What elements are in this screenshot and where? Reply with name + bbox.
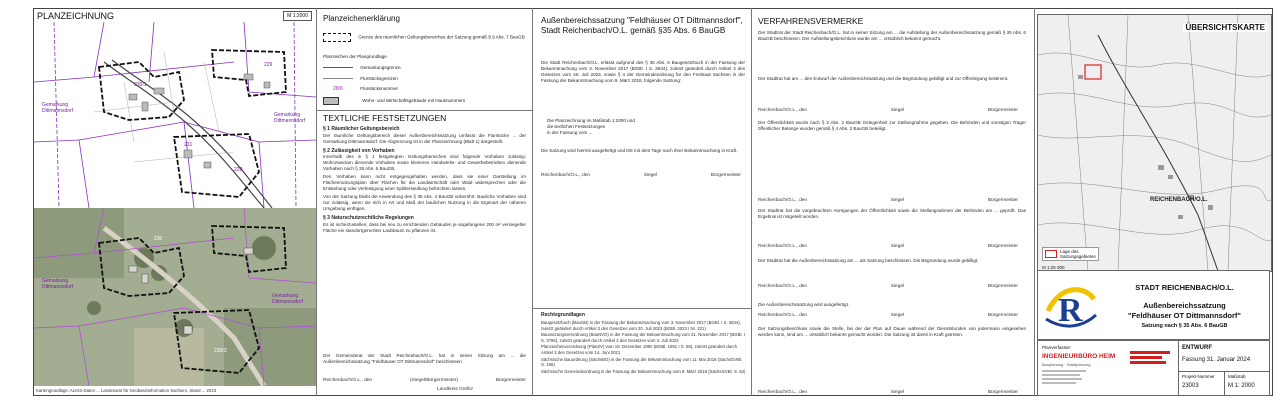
rechtsgrundlage-item: Baugesetzbuch (BauGB) in der Fassung der Bekanntmachung vom 3. November 2017 (BGBl. I S. 3634), zuletzt geändert durch Artikel 3 des Gesetzes vom 20. Juli 2023 (BGBl. 2023 I Nr. 221) xyxy=(541,320,741,331)
section-heading: § 1 Räumlicher Geltungsbereich xyxy=(323,126,400,132)
cell-divider xyxy=(1224,371,1225,395)
planverfasser-label: Planverfasser: xyxy=(1042,345,1072,350)
parcel-label: 235/1 xyxy=(134,82,147,88)
section-text: Es ist sicherzustellen, dass bei neu zu errichtenden Gebäuden je angefangene 200 m² versiegelter Fläche ein standortgerechter Laubbaum zu pflanzen ist. xyxy=(323,221,526,233)
scale-label: Maßstab xyxy=(1228,374,1246,379)
signature-place: Reichenbach/O.L., den xyxy=(758,313,808,318)
scale-value: M 1: 2000 xyxy=(1228,383,1255,389)
signature-role: Bürgermeister xyxy=(987,108,1018,113)
signature-role: Landkreis Görlitz xyxy=(437,387,473,392)
parcel-label: 231 xyxy=(184,142,193,148)
project-label: Projekt-Nummer xyxy=(1182,374,1215,379)
rechtsgrundlage-item: Baunutzungsverordnung (BauNVO) in der Fassung der Bekanntmachung vom 21. November 2017 (BGBl. I S. 3786), zuletzt geändert durch Artikel 2 des Gesetzes vom 3. Juli 2023 xyxy=(541,332,745,343)
signature-place: Reichenbach/O.L., den xyxy=(758,390,808,395)
legend-item-number xyxy=(323,86,398,92)
satzung-column xyxy=(533,8,751,396)
section-text: Den Vorhaben kann nicht entgegengehalten werden, dass sie einer Darstellung im Flächennutzungsplan über Flächen für die Landwirtschaft oder Wald widersprechen oder die Entstehung oder Verfestigung einer Splittersiedlung befürchten lassen. xyxy=(323,174,526,191)
satzung-hinweis: Der Gemeinderat der Stadt Reichenbach/O.L. hat in seiner Sitzung am ... die Außenbereichssatzung "Feldhäuser OT Dittmannsdorf" beschlossen. xyxy=(323,353,526,364)
signature-place: Reichenbach/O.L., den xyxy=(541,173,591,178)
signature-place: Reichenbach/O.L., den xyxy=(323,378,373,383)
verfahren-signature-row xyxy=(758,108,1018,113)
doc-name: "Feldhäuser OT Dittmannsdorf" xyxy=(1128,311,1241,320)
legend-text: Gemarkungsgrenze xyxy=(360,65,401,70)
verfahren-title: VERFAHRENSVERMERKE xyxy=(758,16,864,26)
section-text: Innerhalb des in § 1 festgelegten Geltungsbereiches sind folgende Vorhaben zulässig: Wohnzwecken dienende Vorhaben sowie kleineren Handwerks- und Gewerbebetrieben dienende Vorhaben nach § 35 Abs. 6 BauGB. xyxy=(323,154,526,171)
parcel-label: 239/3 xyxy=(214,348,227,354)
legend-item-flurstueck xyxy=(323,76,398,81)
section-divider xyxy=(533,308,751,309)
title-block xyxy=(1037,270,1270,340)
overview-title: ÜBERSICHTSKARTE xyxy=(1185,23,1265,32)
city-name: STADT REICHENBACH/O.L. xyxy=(1135,283,1234,292)
overview-scale: M 1:25 000 xyxy=(1042,265,1065,270)
legend-text: Flurstücksgrenzen xyxy=(360,76,398,81)
building-swatch xyxy=(323,97,339,105)
overview-legend xyxy=(1042,247,1099,261)
parcel-label: 228 xyxy=(234,167,243,173)
satzung-list xyxy=(547,118,742,136)
verfahren-signature-row xyxy=(758,390,1018,395)
festsetzungen-title: TEXTLICHE FESTSETZUNGEN xyxy=(323,113,447,123)
stage-label: ENTWURF xyxy=(1182,345,1212,351)
section-text: Von der Satzung bleibt die Anwendung des § 35 Abs. 4 BauGB unberührt. Bauliche Vorhaben sind nur zulässig, wenn sie sich in Art und Maß der baulichen Nutzung in die Eigenart der näheren Umgebung einfügen. xyxy=(323,194,526,211)
firm-line xyxy=(1042,374,1080,376)
overview-map xyxy=(1037,14,1272,272)
section-heading: § 2 Zulässigkeit von Vorhaben xyxy=(323,147,395,154)
section-divider xyxy=(317,110,532,111)
cadastral-map xyxy=(34,22,316,208)
number-sample: 28/6 xyxy=(333,86,343,92)
verfahren-column xyxy=(752,8,1034,396)
verfahren-block: Der Satzungsbeschluss sowie die Stelle, bei der der Plan auf Dauer während der Dienststunden von jedermann eingesehen werden kann, sind am ... ortsüblich bekannt gemacht worden. Die Satzung ist damit in Kraft getreten. xyxy=(758,326,1026,337)
overview-map-svg xyxy=(1038,15,1271,271)
satzung-title: Außenbereichssatzung "Feldhäuser OT Dittmannsdorf", Stadt Reichenbach/O.L. gemäß §35 Abs. 6 BauGB xyxy=(541,16,743,35)
planverfasser-block xyxy=(1037,340,1270,396)
gemarkung-label: Gemarkung Dittmannsdorf xyxy=(42,278,74,290)
parcel-label: 229 xyxy=(264,62,273,68)
overview-legend-text: Lage des Satzungsgebietes xyxy=(1060,249,1096,259)
satzung-signature-row xyxy=(541,173,741,178)
verfahren-block: Der Stadtrat hat die Außenbereichssatzung am ... als Satzung beschlossen. Die Begründung wurde gebilligt. xyxy=(758,258,979,263)
firm-badge-icon xyxy=(1130,351,1170,364)
signature-seal: Siegel xyxy=(890,108,905,113)
legend-text: Planzeichen der Plangrundlage xyxy=(323,54,387,59)
firm-details xyxy=(1042,368,1086,390)
badge-bar xyxy=(1130,356,1162,359)
verfahren-signature-row xyxy=(758,284,1018,289)
festsetzung-signature-row xyxy=(323,378,526,383)
verfahren-block: Der Stadtrat hat am ... den Entwurf der Außenbereichssatzung und die Begründung gebilligt und zur Offenlegung bestimmt. xyxy=(758,76,1009,81)
firm-subtitle: Bauplanung · Stadtplanung xyxy=(1042,362,1091,367)
project-value: 23003 xyxy=(1182,383,1199,389)
flurstueck-swatch xyxy=(323,78,353,79)
signature-seal: Siegel xyxy=(890,390,905,395)
stage-value: Fassung 31. Januar 2024 xyxy=(1182,357,1251,363)
city-logo-icon xyxy=(1044,281,1098,333)
section-heading: § 3 Naturschutzrechtliche Regelungen xyxy=(323,215,414,221)
signature-role: Bürgermeister xyxy=(495,378,526,383)
signature-seal: Siegel xyxy=(890,313,905,318)
doc-subtitle: Satzung nach § 35 Abs. 6 BauGB xyxy=(1141,323,1228,329)
signature-seal: Siegel xyxy=(643,173,658,178)
legend-text: Flurstücksnummer xyxy=(360,86,399,92)
signature-place: Reichenbach/O.L., den xyxy=(758,284,808,289)
badge-bar xyxy=(1130,351,1170,354)
signature-role: (Siegel/Bürgermeister) xyxy=(409,378,458,383)
firm-line xyxy=(1042,370,1086,372)
satzung-closing: Die Satzung wird hiermit ausgefertigt und tritt mit dem Tage nach ihrer Bekanntmachung in Kraft. xyxy=(541,148,738,153)
legend-title: Planzeichenerklärung xyxy=(323,14,400,23)
signature-role: Bürgermeister xyxy=(987,198,1018,203)
legend-item-building xyxy=(323,97,465,105)
verfahren-block: Die Außenbereichssatzung wird ausgefertigt. xyxy=(758,302,850,307)
section-text: Der räumliche Geltungsbereich dieser Außenbereichssatzung umfasst die Flurstücke ... der Gemarkung Dittmannsdorf. Die Abgrenzung ist in der Planzeichnung (Blatt 1) dargestellt. xyxy=(323,132,526,144)
rechtsgrundlage-item: Planzeichenverordnung (PlanZV) vom 18. Dezember 1990 (BGBl. 1991 I S. 58), zuletzt geändert durch Artikel 3 des Gesetzes vom 14. Juni 2021 xyxy=(541,344,738,355)
list-item: in der Fassung vom ... xyxy=(547,130,593,135)
gemarkung-label: Gemarkung Dittmannsdorf xyxy=(274,112,306,124)
rechtsgrundlagen-title: Rechtsgrundlagen xyxy=(541,312,585,318)
signature-place: Reichenbach/O.L., den xyxy=(758,198,808,203)
boundary-swatch xyxy=(323,33,351,42)
verfahren-block: Der Stadtrat der Stadt Reichenbach/O.L. hat in seiner Sitzung am ... die Aufstellung der Außenbereichssatzung gemäß § 35 Abs. 6 BauGB beschlossen. Der Aufstellungsbeschluss wurde am ... ortsüblich bekannt gemacht. xyxy=(758,30,1026,41)
verfahren-block: Der Öffentlichkeit wurde nach § 3 Abs. 2 BauGB Gelegenheit zur Stellungnahme gegeben. Die Behörden und sonstigen Träger öffentlicher Belange wurden gemäß § 4 Abs. 2 BauGB beteiligt. xyxy=(758,120,1026,131)
legend-item-gemarkung xyxy=(323,65,401,70)
verfahren-signature-row xyxy=(758,313,1018,318)
list-item: die textlichen Festsetzungen xyxy=(547,124,606,129)
badge-bar xyxy=(1130,361,1166,364)
location-swatch xyxy=(1045,250,1057,258)
gemarkung-label: Gemarkung Dittmannsdorf xyxy=(42,102,74,114)
parcel-label: 230 xyxy=(154,236,163,242)
gemarkung-swatch xyxy=(323,67,353,68)
rechtsgrundlage-item: Sächsische Gemeindeordnung in der Fassung der Bekanntmachung vom 9. März 2018 (SächsGVBl. S. 62) xyxy=(541,368,746,374)
overview-column xyxy=(1035,8,1273,396)
rechtsgrundlage-item: Sächsische Bauordnung (SächsBO) in der Fassung der Bekanntmachung vom 11. Mai 2016 (SächsGVBl. S. 186) xyxy=(541,356,743,368)
signature-seal: Siegel xyxy=(890,284,905,289)
signature-role: Bürgermeister xyxy=(987,284,1018,289)
gemarkung-label: Gemarkung Dittmannsdorf xyxy=(272,293,304,305)
legend-text: Wohn- und Wirtschaftsgebäude mit Hausnummern xyxy=(362,98,466,104)
overview-town-label: REICHENBACH/O.L. xyxy=(1150,197,1208,203)
signature-role: Bürgermeister xyxy=(987,244,1018,249)
map-scale-box: M 1:2000 xyxy=(283,11,312,21)
planzeichnung-title: PLANZEICHNUNG xyxy=(37,11,115,21)
legend-heading xyxy=(323,54,387,59)
signature-role: Bürgermeister xyxy=(987,313,1018,318)
signature-role: Bürgermeister xyxy=(987,390,1018,395)
signature-role: Bürgermeister xyxy=(710,173,741,178)
verfahren-block: Der Stadtrat hat die vorgebrachten Anregungen der Öffentlichkeit sowie die Stellungnahmen der Behörden am ... geprüft. Das Ergebnis ist mitgeteilt worden. xyxy=(758,208,1026,219)
list-item: Die Planzeichnung im Maßstab 1:2000 und xyxy=(547,118,635,123)
festsetzungen-body xyxy=(323,126,526,234)
doc-title: Außenbereichssatzung xyxy=(1143,301,1226,310)
legend-item-boundary xyxy=(323,33,525,42)
signature-place: Reichenbach/O.L., den xyxy=(758,244,808,249)
cell-divider xyxy=(1178,341,1179,395)
verfahren-signature-row xyxy=(758,244,1018,249)
satzung-intro: Die Stadt Reichenbach/O.L. erlässt aufgrund des § 35 Abs. 6 Baugesetzbuch in der Fassung der Bekanntmachung vom 3. November 2017 (BGBl. I S. 3634), zuletzt geändert durch Artikel 3 des Gesetzes vom 20. Juli 2023, sowie § 4 der Gemeindeordnung für den Freistaat Sachsen in der Fassung der Bekanntmachung vom 9. März 2018, folgende Satzung: xyxy=(541,60,745,83)
aerial-map xyxy=(34,208,316,386)
verfahren-signature-row xyxy=(758,198,1018,203)
firm-line xyxy=(1042,382,1076,384)
svg-text:R: R xyxy=(1058,292,1083,329)
signature-seal: Siegel xyxy=(890,198,905,203)
planzeichnung-column xyxy=(34,8,316,396)
legend-column xyxy=(317,8,532,396)
firm-line xyxy=(1042,378,1082,380)
legend-text: Grenze des räumlichen Geltungsbereiches der Satzung gemäß § 9 Abs. 7 BauGB xyxy=(358,34,525,40)
firm-name: INGENIEURBÜRO HEIM xyxy=(1042,353,1116,360)
signature-seal: Siegel xyxy=(890,244,905,249)
map-source-footer: Kartengrundlage: ALKIS-Daten ... Landesamt für Geobasisinformation Sachsen, Stand ... 2023 xyxy=(36,388,217,393)
rechtsgrundlagen-list xyxy=(541,320,746,374)
signature-place: Reichenbach/O.L., den xyxy=(758,108,808,113)
